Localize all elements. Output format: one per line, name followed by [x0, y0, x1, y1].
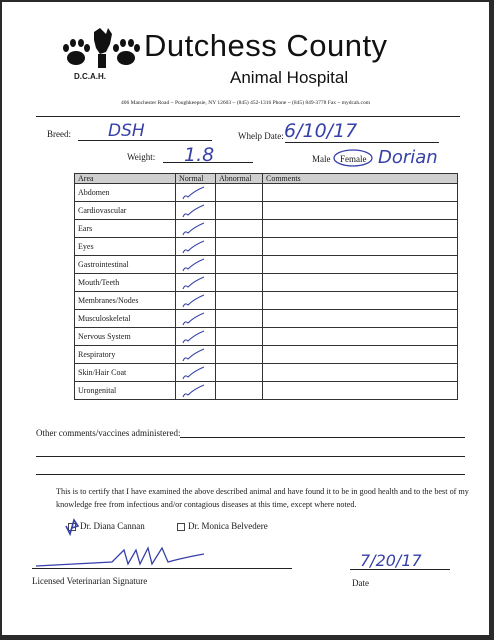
- abnormal-cell[interactable]: [216, 364, 263, 382]
- table-row: [75, 238, 458, 256]
- breed-label: Breed:: [47, 129, 71, 139]
- normal-check-mark: [180, 311, 208, 327]
- comments-cell[interactable]: [263, 274, 458, 292]
- exam-area-label: Ears: [75, 220, 176, 238]
- clinic-subtitle: Animal Hospital: [230, 68, 349, 87]
- normal-check-mark: [180, 347, 208, 363]
- weight-value[interactable]: 1.8: [184, 144, 215, 166]
- exam-area-label: Musculoskeletal: [75, 310, 176, 328]
- vet2-checkbox[interactable]: [177, 523, 185, 531]
- breed-value[interactable]: DSH: [108, 121, 145, 141]
- normal-check-mark: [180, 365, 208, 381]
- exam-table-header: [75, 174, 458, 184]
- comments-cell[interactable]: [263, 238, 458, 256]
- abnormal-cell[interactable]: [216, 184, 263, 202]
- sex-male-option[interactable]: Male: [312, 154, 331, 164]
- comments-cell[interactable]: [263, 184, 458, 202]
- table-row: [75, 256, 458, 274]
- abnormal-cell[interactable]: [216, 202, 263, 220]
- comments-cell[interactable]: [263, 364, 458, 382]
- exam-area-label: Gastrointestinal: [75, 256, 176, 274]
- date-line[interactable]: [350, 569, 450, 570]
- comments-cell[interactable]: [263, 328, 458, 346]
- table-row: [75, 346, 458, 364]
- normal-cell[interactable]: [176, 184, 216, 202]
- exam-area-label: Cardiovascular: [75, 202, 176, 220]
- comments-cell[interactable]: [263, 292, 458, 310]
- abnormal-cell[interactable]: [216, 346, 263, 364]
- other-comments-label: Other comments/vaccines administered:: [36, 428, 181, 438]
- signature-label: Licensed Veterinarian Signature: [32, 576, 148, 586]
- col-comments: Comments: [263, 174, 458, 184]
- date-value[interactable]: 7/20/17: [360, 551, 422, 570]
- abnormal-cell[interactable]: [216, 292, 263, 310]
- comments-cell[interactable]: [263, 346, 458, 364]
- col-abnormal: Abnormal: [216, 174, 263, 184]
- normal-check-mark: [180, 185, 208, 201]
- table-row: [75, 292, 458, 310]
- vet2-name: Dr. Monica Belvedere: [188, 521, 268, 531]
- table-row: [75, 220, 458, 238]
- certification-text: This is to certify that I have examined the above described animal and have found it to be in good health and to the best of my knowledge free from infectious and/or contagious diseases at this time, except where noted.: [56, 487, 469, 509]
- normal-cell[interactable]: [176, 328, 216, 346]
- table-row: [75, 382, 458, 400]
- vet1-name: Dr. Diana Cannan: [80, 521, 145, 531]
- exam-area-label: Eyes: [75, 238, 176, 256]
- table-row: [75, 274, 458, 292]
- exam-table: [74, 173, 458, 400]
- pet-name-value[interactable]: Dorian: [378, 147, 438, 168]
- normal-cell[interactable]: [176, 274, 216, 292]
- header-divider: [36, 116, 460, 117]
- whelp-date-label: Whelp Date:: [238, 131, 284, 141]
- normal-cell[interactable]: [176, 238, 216, 256]
- female-circle-mark: [332, 148, 374, 168]
- exam-area-label: Abdomen: [75, 184, 176, 202]
- weight-label: Weight:: [127, 152, 156, 162]
- abnormal-cell[interactable]: [216, 238, 263, 256]
- normal-cell[interactable]: [176, 202, 216, 220]
- exam-area-label: Urongenital: [75, 382, 176, 400]
- health-certificate-page: [2, 2, 489, 635]
- comments-cell[interactable]: [263, 310, 458, 328]
- normal-cell[interactable]: [176, 292, 216, 310]
- whelp-date-line: [285, 142, 439, 143]
- logo-initials: D.C.A.H.: [74, 72, 106, 81]
- col-normal: Normal: [176, 174, 216, 184]
- breed-line: [78, 140, 212, 141]
- vet1-check-mark: [62, 514, 82, 536]
- normal-check-mark: [180, 329, 208, 345]
- comments-line-3[interactable]: [36, 474, 465, 475]
- table-row: [75, 328, 458, 346]
- normal-check-mark: [180, 239, 208, 255]
- exam-area-label: Membranes/Nodes: [75, 292, 176, 310]
- table-row: [75, 184, 458, 202]
- abnormal-cell[interactable]: [216, 274, 263, 292]
- table-row: [75, 202, 458, 220]
- normal-cell[interactable]: [176, 310, 216, 328]
- comments-line-2[interactable]: [36, 456, 465, 457]
- abnormal-cell[interactable]: [216, 256, 263, 274]
- sex-female-option[interactable]: Female: [340, 154, 367, 164]
- col-area: Area: [75, 174, 176, 184]
- comments-cell[interactable]: [263, 202, 458, 220]
- comments-cell[interactable]: [263, 382, 458, 400]
- exam-area-label: Respiratory: [75, 346, 176, 364]
- abnormal-cell[interactable]: [216, 382, 263, 400]
- clinic-name: Dutchess County: [144, 28, 388, 63]
- normal-cell[interactable]: [176, 346, 216, 364]
- abnormal-cell[interactable]: [216, 310, 263, 328]
- normal-cell[interactable]: [176, 364, 216, 382]
- whelp-date-value[interactable]: 6/10/17: [284, 120, 358, 142]
- normal-cell[interactable]: [176, 256, 216, 274]
- comments-line-1[interactable]: [180, 437, 465, 438]
- exam-area-label: Skin/Hair Coat: [75, 364, 176, 382]
- exam-area-label: Mouth/Teeth: [75, 274, 176, 292]
- table-row: [75, 310, 458, 328]
- normal-check-mark: [180, 275, 208, 291]
- abnormal-cell[interactable]: [216, 328, 263, 346]
- comments-cell[interactable]: [263, 256, 458, 274]
- date-label: Date: [352, 578, 369, 588]
- exam-area-label: Nervous System: [75, 328, 176, 346]
- abnormal-cell[interactable]: [216, 220, 263, 238]
- normal-check-mark: [180, 203, 208, 219]
- signature-line[interactable]: [32, 568, 292, 569]
- normal-cell[interactable]: [176, 220, 216, 238]
- normal-check-mark: [180, 383, 208, 399]
- table-row: [75, 364, 458, 382]
- normal-check-mark: [180, 293, 208, 309]
- clinic-address: 406 Manchester Road ~ Poughkeepsie, NY 12603 ~ (845) 452-1316 Phone ~ (845) 849-3778 Fax ~ mydcah.com: [120, 100, 371, 106]
- comments-cell[interactable]: [263, 220, 458, 238]
- normal-check-mark: [180, 257, 208, 273]
- normal-cell[interactable]: [176, 382, 216, 400]
- normal-check-mark: [180, 221, 208, 237]
